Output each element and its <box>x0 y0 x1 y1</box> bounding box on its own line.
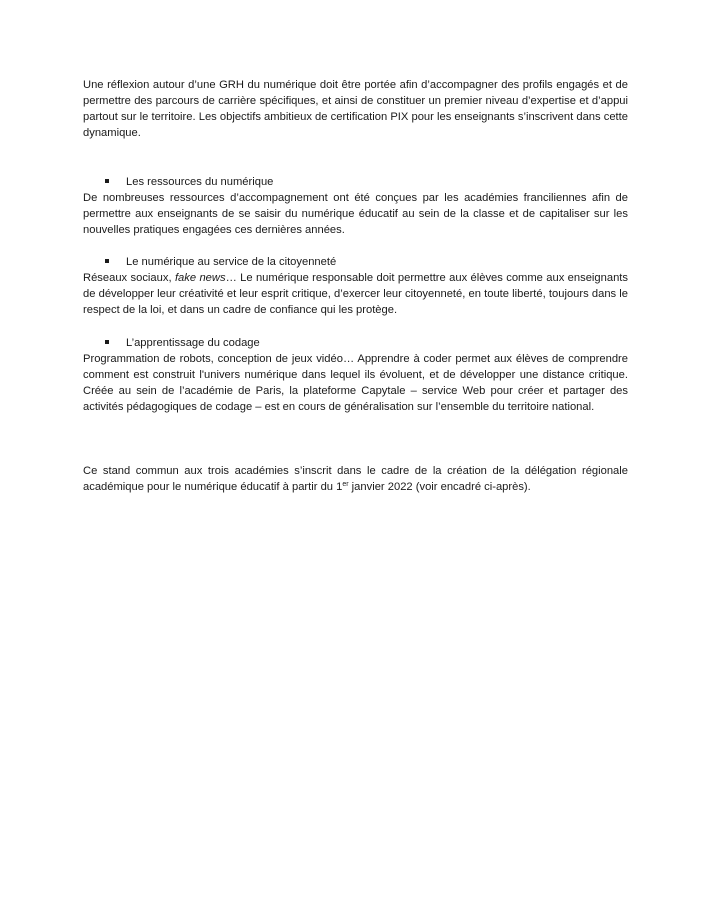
intro-paragraph-block <box>83 77 628 141</box>
ordinal-superscript: er <box>342 481 349 488</box>
section-body-lead: Réseaux sociaux, <box>83 272 175 284</box>
section-heading: Le numérique au service de la citoyenneté <box>126 256 337 268</box>
section-heading-line <box>83 174 628 190</box>
section-citoyennete <box>83 254 628 318</box>
section-codage <box>83 335 628 415</box>
section-heading: L’apprentissage du codage <box>126 337 260 349</box>
closing-text-after: janvier 2022 (voir encadré ci-après). <box>348 481 531 493</box>
section-heading-line <box>83 254 628 270</box>
closing-paragraph-block <box>83 463 628 495</box>
section-body: De nombreuses ressources d’accompagnement ont été conçues par les académies franciliennes afin de permettre aux enseignants de se saisir du numérique éducatif au sein de la classe et de capitaliser sur les nouvelles pratiques engagées ces dernières années. <box>83 192 628 236</box>
section-body-emphasis: fake news <box>174 272 226 284</box>
intro-paragraph: Une réflexion autour d’une GRH du numérique doit être portée afin d’accompagner des profils engagés et de permettre des parcours de carrière spécifiques, et ainsi de constituer un premier niveau d’expertise et d’appui partout sur le territoire. Les objectifs ambitieux de certification PIX pour les enseignants s’inscrivent dans cette dynamique. <box>83 79 628 139</box>
section-heading: Les ressources du numérique <box>126 176 274 188</box>
section-ressources <box>83 174 628 238</box>
closing-text-before: Ce stand commun aux trois académies s’inscrit dans le cadre de la création de la délégation régionale académique pour le numérique éducatif à partir du 1 <box>83 465 628 493</box>
section-heading-line <box>83 335 628 351</box>
section-body-rest: … Le numérique responsable doit permettre aux élèves comme aux enseignants de développer leur créativité et leur esprit critique, d’exercer leur citoyenneté, en toute liberté, toujours dans le respect de la loi, et dans un cadre de confiance qui les protège. <box>83 272 629 316</box>
section-body: Programmation de robots, conception de jeux vidéo… Apprendre à coder permet aux élèves de comprendre comment est construit l'univers numérique dans lequel ils évoluent, et de développer une distance critique. Créée au sein de l’académie de Paris, la plateforme Capytale – service Web pour créer et partager des activités pédagogiques de codage – est en cours de généralisation sur l’ensemble du territoire national. <box>83 353 628 413</box>
closing-paragraph <box>83 463 628 495</box>
square-bullet-icon <box>105 340 109 344</box>
section-body <box>83 270 628 318</box>
square-bullet-icon <box>105 179 109 183</box>
square-bullet-icon <box>105 259 109 263</box>
